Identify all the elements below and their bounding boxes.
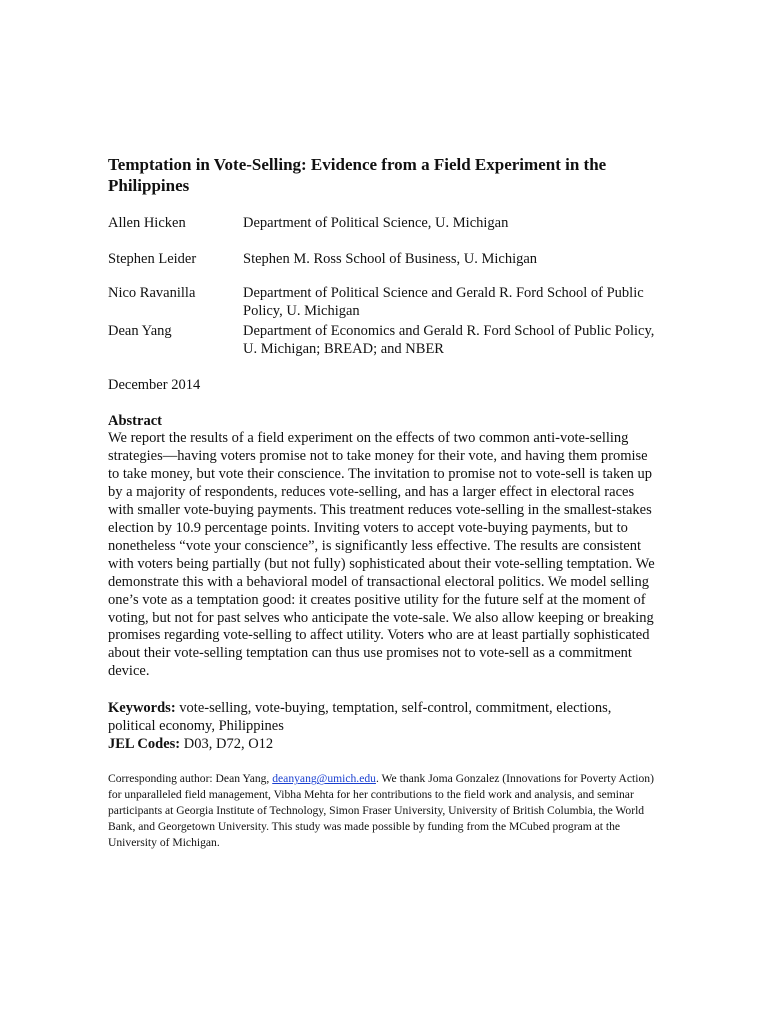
abstract-heading: Abstract	[108, 413, 162, 429]
keywords-label: Keywords:	[108, 700, 176, 717]
author-row	[108, 250, 664, 268]
author-affiliation: Department of Political Science, U. Michigan	[243, 215, 509, 231]
keywords-text: vote-selling, vote-buying, temptation, self-control, commitment, elections, political economy, Philippines	[108, 700, 612, 735]
author-row	[108, 214, 664, 232]
author-name: Allen Hicken	[108, 215, 186, 231]
keywords	[108, 699, 648, 735]
author-name: Nico Ravanilla	[108, 285, 196, 301]
author-row	[108, 322, 664, 358]
abstract-text: We report the results of a field experiment on the effects of two common anti-vote-selling strategies—having voters promise not to take money for their vote, and having them promise to take money, but vote their conscience. The invitation to promise not to vote-sell is taken up by a majority of respondents, reduces vote-selling, and has a larger effect in electoral races with smaller vote-buying payments. This treatment reduces vote-selling in the smallest-stakes election by 10.9 percentage points. Inviting voters to accept vote-buying payments, but to nonetheless “vote your conscience”, is significantly less effective. The results are consistent with voters being partially (but not fully) sophisticated about their vote-selling temptation. We demonstrate this with a behavioral model of transactional electoral politics. We model selling one’s vote as a temptation good: it creates positive utility for the future self at the moment of voting, but not for past selves who anticipate the vote-sale. We also allow keeping or breaking promises regarding vote-selling to affect utility. Voters who are at least partially sophisticated about their vote-selling temptation can thus use promises not to vote-sell as a commitment device.	[108, 430, 655, 680]
footnote	[108, 771, 664, 851]
author-list	[108, 214, 664, 358]
jel-codes	[108, 735, 664, 753]
email-link[interactable]: deanyang@umich.edu	[272, 772, 376, 786]
author-affiliation: Department of Economics and Gerald R. Ford School of Public Policy, U. Michigan; BREAD; and NBER	[243, 323, 655, 357]
footnote-intro: Corresponding author: Dean Yang,	[108, 772, 273, 786]
author-name: Dean Yang	[108, 323, 172, 339]
footnote-acknowledgements: . We thank Joma Gonzalez (Innovations for Poverty Action) for unparalleled field management, Vibha Mehta for her contributions to the field work and analysis, and seminar participants at Georgia Institute of Technology, Simon Fraser University, University of British Columbia, the World Bank, and Georgetown University. This study was made possible by funding from the MCubed program at the University of Michigan.	[108, 772, 654, 850]
publication-date: December 2014	[108, 377, 201, 393]
author-affiliation: Stephen M. Ross School of Business, U. Michigan	[243, 251, 538, 267]
jel-label: JEL Codes:	[108, 736, 181, 753]
paper-page	[108, 154, 664, 851]
author-row	[108, 284, 664, 320]
jel-text: D03, D72, O12	[183, 736, 274, 753]
author-affiliation: Department of Political Science and Gerald R. Ford School of Public Policy, U. Michigan	[243, 285, 644, 319]
author-name: Stephen Leider	[108, 251, 197, 267]
paper-title: Temptation in Vote-Selling: Evidence from a Field Experiment in the Philippines	[108, 155, 607, 195]
